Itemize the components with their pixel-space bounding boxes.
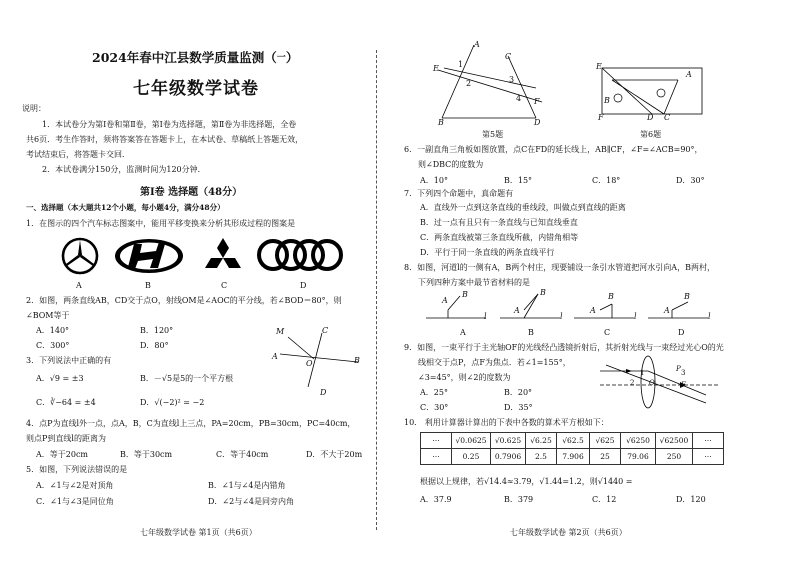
q5-text: 5．如图，下列说法错误的是	[26, 465, 128, 474]
fig6-F: F	[598, 113, 604, 122]
q10-cell: 0.25	[452, 449, 491, 465]
q8a-pt-l: l	[484, 312, 487, 321]
q10-cell: √6.25	[526, 433, 557, 449]
q10-cell: ···	[693, 433, 724, 449]
q8b-pt-A: A	[514, 306, 520, 315]
q7-opt-c: C．两条直线被第三条直线所截，内错角相等	[420, 233, 579, 242]
q2-text-b: ∠BOM等于	[26, 311, 70, 320]
fig5-n2: 2	[466, 79, 472, 88]
q9-text-b: 线相交于点P，点F为焦点．若∠1=155°，	[418, 358, 571, 367]
q6-text-a: 6．一副直角三角板如图放置，点C在FD的延长线上，AB∥CF，∠F=∠ACB=90°，	[404, 145, 703, 154]
q3-opt-c: C．∛−64 = ±4	[36, 398, 96, 407]
fig5-E: E	[433, 64, 439, 73]
q9-opt-b: B．20°	[504, 388, 533, 397]
fig5-caption: 第5题	[482, 130, 504, 139]
q9-fig-P: P	[676, 365, 681, 373]
logo-mercedes	[60, 236, 100, 276]
q4-opt-b: B．等于30cm	[120, 450, 173, 459]
fig5-F: F	[534, 97, 540, 106]
footer-right: 七年级数学试卷 第2页（共6页）	[510, 528, 627, 537]
q4-opt-a: A．等于20cm	[36, 450, 89, 459]
q10-cell: ···	[693, 449, 724, 465]
q6-opt-c: C．18°	[592, 176, 621, 185]
q6-opt-b: B．15°	[504, 176, 533, 185]
q8-label-a: A	[460, 328, 466, 337]
note-1a: 1．本试卷分为第Ⅰ卷和第Ⅱ卷，第Ⅰ卷为选择题，第Ⅱ卷为非选择题，全卷	[42, 120, 297, 129]
q7-opt-b: B．过一点有且只有一条直线与已知直线垂直	[420, 218, 578, 227]
q5-opt-d: D．∠2与∠4是同旁内角	[208, 497, 294, 506]
note-2: 2．本试卷满分150分，监测时间为120分钟．	[42, 165, 206, 174]
q10-table	[420, 432, 724, 465]
fig5-n3: 3	[509, 75, 515, 84]
q8d-pt-A: A	[664, 306, 670, 315]
q10-opt-d: D．120	[676, 495, 706, 504]
q10-cell: 2.5	[526, 449, 557, 465]
q2-fig-A: A	[272, 352, 278, 361]
q2-fig-M: M	[276, 327, 285, 336]
q2-opt-a: A．140°	[36, 326, 70, 335]
q9-fig-n2: 2	[630, 379, 635, 387]
q10-row-1	[421, 433, 724, 449]
fig6-caption: 第6题	[640, 130, 662, 139]
fig5-n4: 4	[516, 94, 522, 103]
section-sub: 一、选择题（本大题共12个小题，每小题4分，满分48分）	[26, 203, 225, 212]
q10-text: 10． 利用计算器计算出的下表中各数的算术平方根如下：	[404, 418, 609, 427]
q10-cell: 79.06	[621, 449, 656, 465]
q9-fig-n3: 3	[681, 369, 686, 377]
q10-cell: 25	[590, 449, 621, 465]
q1-label-c: C	[221, 281, 228, 290]
q8c-pt-A: A	[590, 306, 596, 315]
q10-opt-a: A．37.9	[420, 495, 452, 504]
q8a-pt-B: B	[462, 290, 468, 299]
q3-text: 3．下列说法中正确的有	[26, 356, 112, 365]
q2-opt-b: B．120°	[140, 326, 174, 335]
q6-opt-a: A．10°	[420, 176, 448, 185]
q8b-pt-B: B	[540, 288, 546, 297]
exam-title-close: ）	[285, 50, 299, 65]
q8d-pt-B: B	[684, 292, 690, 301]
q2-fig-C: C	[322, 326, 329, 335]
q7-opt-d: D．平行于同一条直线的两条直线平行	[420, 248, 555, 257]
q4-text-b: 则点P到直线l的距离为	[26, 434, 106, 443]
q8-label-c: C	[604, 328, 611, 337]
fig5-D: D	[534, 118, 541, 127]
q2-fig-O: O	[306, 359, 313, 368]
q5-opt-a: A．∠1与∠2是对顶角	[36, 481, 114, 490]
q1-label-b: B	[145, 281, 151, 290]
q5-opt-b: B．∠1与∠4是内错角	[208, 481, 286, 490]
fig5	[432, 40, 552, 125]
q10-cell: 7.906	[557, 449, 590, 465]
note-1c: 考试结束后，将答题卡交回．	[26, 150, 130, 159]
q4-opt-c: C．等于40cm	[216, 450, 269, 459]
fig6	[592, 60, 712, 120]
fig5-B: B	[438, 118, 444, 127]
q5-opt-c: C．∠1与∠3是同位角	[36, 497, 114, 506]
exam-title-text: 2024年春中江县数学质量监测（	[92, 50, 277, 65]
q8a-pt-A: A	[442, 296, 448, 305]
logo-mitsubishi	[203, 236, 243, 276]
q1-label-a: A	[76, 281, 82, 290]
footer-left: 七年级数学试卷 第1页（共6页）	[140, 528, 257, 537]
q8-label-d: D	[678, 328, 685, 337]
fig6-A: A	[686, 70, 692, 79]
exam-title-number: 一	[276, 53, 286, 63]
q3-opt-d: D．√(−2)² = −2	[140, 398, 205, 407]
q10-opt-b: B．379	[504, 495, 534, 504]
q2-opt-c: C．300°	[36, 341, 70, 350]
q4-text-a: 4．点P为直线l外一点，点A，B，C为直线l上三点，PA=20cm，PB=30cm，PC=40cm，	[26, 419, 356, 428]
q9-opt-d: D．35°	[504, 403, 533, 412]
q9-text-a: 9．如图，一束平行于主光轴OF的光线经凸透镜折射后，其折射光线与一束经过光心O的光	[404, 343, 724, 352]
note-1b: 共6页．考生作答时，须将答案答在答题卡上，在本试卷、草稿纸上答题无效，	[26, 135, 304, 144]
q8-text-a: 8．如图，河道l的一侧有A，B两个村庄，现要铺设一条引水管道把河水引向A，B两村，	[404, 263, 715, 272]
q3-opt-b: B．－√5是5的一个平方根	[140, 374, 234, 383]
q3-opt-a: A．√9 = ±3	[36, 374, 84, 383]
q6-text-b: 则∠DBC的度数为	[418, 160, 484, 169]
q10-cell: √625	[590, 433, 621, 449]
q10-opt-c: C．12	[592, 495, 617, 504]
q1-text: 1．在图示的四个汽车标志图案中，能用平移变换来分析其形成过程的图案是	[26, 219, 296, 228]
q9-opt-c: C．30°	[420, 403, 449, 412]
q8-text-b: 下列四种方案中最节省材料的是	[418, 278, 530, 287]
q10-cell: 0.7906	[491, 449, 526, 465]
q10-cell: √62.5	[557, 433, 590, 449]
fig6-C: C	[664, 113, 671, 122]
q9-fig-n1: 1	[640, 369, 645, 377]
q10-cell: 250	[656, 449, 693, 465]
q2-fig-D: D	[320, 388, 327, 397]
q9-text-c: ∠3=45°，则∠2的度数为	[418, 373, 511, 382]
q7-text: 7．下列四个命题中，真命题有	[404, 189, 514, 198]
q10-cell: √0.0625	[452, 433, 491, 449]
fig6-D: D	[647, 113, 654, 122]
q7-opt-a: A．直线外一点到这条直线的垂线段，叫做点到直线的距离	[420, 203, 626, 212]
q4-opt-d: D．不大于20m	[306, 450, 363, 459]
q8c-pt-l: l	[634, 312, 637, 321]
q8-label-b: B	[528, 328, 534, 337]
exam-title	[92, 48, 298, 66]
q10-cell: √6250	[621, 433, 656, 449]
fig5-A: A	[474, 40, 480, 49]
q9-fig-O: O	[649, 379, 655, 387]
exam-subtitle: 七年级数学试卷	[133, 79, 259, 99]
q9-fig-F: F	[681, 381, 686, 389]
q6-opt-d: D．30°	[676, 176, 705, 185]
q8c-pt-B: B	[608, 292, 614, 301]
fig6-B: B	[604, 96, 610, 105]
logo-hyundai	[114, 238, 184, 274]
fig6-E: E	[596, 62, 602, 71]
q10-cell: ···	[421, 449, 452, 465]
q9-opt-a: A．25°	[420, 388, 448, 397]
q2-opt-d: D．80°	[140, 341, 169, 350]
q10-cell: ···	[421, 433, 452, 449]
fig5-C: C	[505, 52, 512, 61]
q2-fig-B: B	[354, 356, 360, 365]
q1-label-d: D	[300, 281, 307, 290]
q10-cell: √62500	[656, 433, 693, 449]
q9-lens-figure	[596, 355, 726, 410]
section-title: 第Ⅰ卷 选择题（48分）	[140, 187, 243, 198]
q10-rule: 根据以上规律，若√14.4≈3.79，√1.44=1.2，则√1440 =	[420, 477, 633, 486]
q2-text-a: 2．如图，两条直线AB，CD交于点O，射线OM是∠AOC的平分线，若∠BOD＝80°，则	[26, 296, 342, 305]
notes-heading: 说明：	[22, 104, 46, 113]
q10-row-2	[421, 449, 724, 465]
logo-audi	[256, 238, 346, 272]
q8b-pt-l: l	[560, 312, 563, 321]
fig5-n1: 1	[458, 60, 464, 69]
binding-line	[376, 50, 378, 530]
q8d-pt-l: l	[708, 312, 711, 321]
q10-cell: √0.625	[491, 433, 526, 449]
